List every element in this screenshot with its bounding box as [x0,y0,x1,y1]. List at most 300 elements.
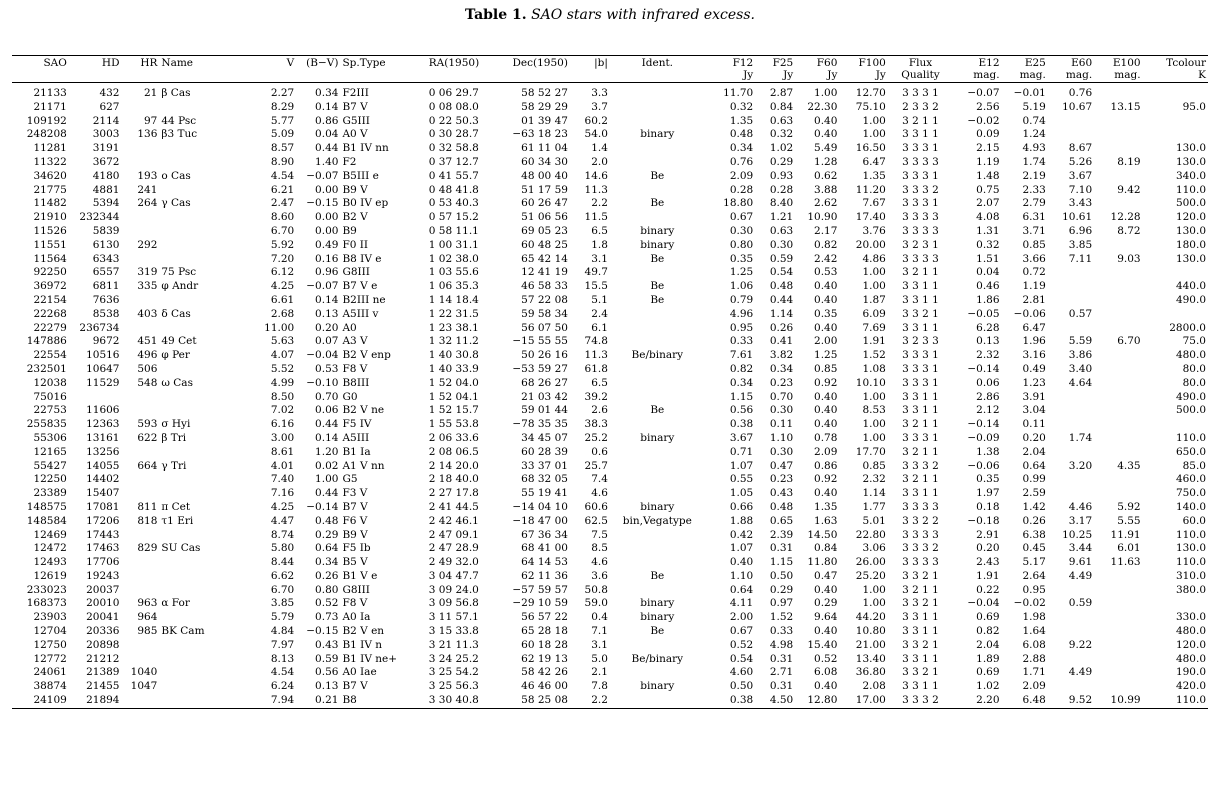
table-cell: 4.60 [729,666,754,679]
table-cell: 0.69 [976,611,1000,624]
table-cell: 3.1 [591,638,608,651]
table-cell: 0.09 [976,128,1000,141]
table-cell: 3 3 1 1 [902,680,939,693]
table-cell: 0.42 [729,528,754,541]
table-body [12,83,1208,709]
table-cell: 10.80 [855,625,886,638]
table-cell: 0.40 [814,114,838,127]
column-unit [427,69,501,83]
table-cell: 3 2 1 1 [902,445,939,458]
table-cell: 25.20 [855,569,886,582]
table-cell: 0.78 [814,431,838,444]
table-cell: 0.43 [769,487,794,500]
table-cell [159,391,243,405]
table-cell: binary [640,431,675,444]
table-cell: 3 3 3 1 [902,376,939,389]
table-cell: 0.41 [769,335,794,348]
table-cell [159,666,243,680]
table-cell [121,653,159,667]
table-cell: 0 58 11.1 [428,224,479,237]
table-cell: 2 06 33.6 [428,431,479,444]
table-cell: 8.29 [270,100,295,113]
table-cell: 2.08 [862,680,886,693]
table-cell: BK Cam [161,625,205,638]
table-cell [121,639,159,653]
table-cell: 3 3 3 1 [902,362,939,375]
table-cell: binary [640,128,675,141]
table-cell: 2.81 [1022,293,1046,306]
table-cell [159,473,243,487]
table-cell: 0.06 [976,376,1000,389]
table-cell [121,584,159,598]
table-cell: 0.95 [1022,583,1046,596]
table-cell: 51 17 59 [521,183,568,196]
table-cell: 403 [137,307,158,320]
table-cell: 380.0 [1175,583,1206,596]
table-cell [1048,280,1094,294]
table-cell: 60 26 47 [521,197,568,210]
table-cell: 1.91 [976,569,1000,582]
table-cell: B1 IV nn [342,142,389,155]
table-cell: 21910 [33,211,67,224]
table-cell: 21894 [69,694,122,708]
table-cell: 1.42 [1022,500,1046,513]
table-cell: 67 36 34 [521,528,568,541]
table-cell: 4.50 [755,694,795,708]
table-cell: 68 32 05 [521,473,568,486]
table-cell: F8 V [342,597,368,610]
table-cell: 58 25 08 [500,694,569,708]
table-cell: 5.49 [814,142,838,155]
table-row [12,570,1208,584]
table-cell: 17.40 [855,211,886,224]
table-cell: 0.40 [814,293,838,306]
table-cell: 0.14 [315,293,339,306]
table-cell [610,335,705,349]
table-cell [1094,142,1142,156]
table-cell: 1.28 [814,155,838,168]
table-cell [1094,83,1142,101]
table-row [12,225,1208,239]
table-cell: G8III [342,266,370,279]
table-cell: G5 [342,473,358,486]
table-cell: 0.31 [769,680,794,693]
table-cell [1048,322,1094,336]
table-cell: F0 II [342,238,369,251]
table-cell: 3.91 [1022,390,1046,403]
table-cell: 3 3 3 1 [902,142,939,155]
table-cell: 0.4 [591,611,608,624]
table-cell: 0.53 [814,266,838,279]
table-cell: 9.52 [1048,694,1094,708]
table-cell: 8.60 [270,211,295,224]
table-cell: 4.49 [1068,569,1093,582]
table-cell [1048,625,1094,639]
table-row [12,170,1208,184]
table-cell: 11529 [86,376,120,389]
table-row [12,197,1208,211]
table-cell: 21389 [86,666,120,679]
table-cell: 2.32 [976,349,1000,362]
table-cell: 829 [137,542,158,555]
table-cell: 3.04 [1022,404,1046,417]
table-cell: 9.64 [814,611,838,624]
table-cell: 548 [137,376,158,389]
table-cell: 8.53 [862,404,886,417]
table-cell: 0.30 [769,238,794,251]
table-cell: −29 10 59 [512,597,568,610]
table-cell: 14055 [86,459,120,472]
table-cell: 130.0 [1175,252,1206,265]
table-cell: 22.80 [855,528,886,541]
caption-title: SAO stars with infrared excess. [531,7,755,23]
table-cell: 21775 [33,183,67,196]
column-header: E100 [1094,56,1142,70]
table-cell: 0.44 [315,142,339,155]
table-cell: 0.14 [315,100,339,113]
table-cell: 0.07 [315,335,339,348]
table-cell: 12165 [33,445,67,458]
table-cell: 3 30 40.8 [427,694,501,708]
table-cell: 4.84 [270,625,295,638]
table-cell [1094,487,1142,501]
table-cell: 25.2 [584,431,608,444]
table-cell: 1.00 [862,597,886,610]
table-cell: 0.63 [769,114,794,127]
table-cell: 2.33 [1022,183,1046,196]
table-cell: 13.40 [855,652,886,665]
table-cell: −18 47 00 [512,514,568,527]
table-cell: 1 14 18.4 [428,293,479,306]
table-cell: B8 IV e [342,252,382,265]
table-cell: 0.29 [315,528,339,541]
table-cell: 3 3 3 3 [902,556,939,569]
table-cell: B7 V [342,100,368,113]
table-cell: B1 IV ne+ [342,652,398,665]
table-cell [610,211,705,225]
table-cell: 8.61 [270,445,295,458]
table-cell: B1 Ia [342,445,371,458]
table-cell: 33 37 01 [521,459,568,472]
table-cell: 110.0 [1143,694,1208,708]
table-cell: 20037 [86,583,120,596]
table-cell: 3.40 [1068,362,1093,375]
table-cell: 0.35 [729,252,754,265]
table-cell: 0.47 [769,459,794,472]
table-cell: 2 49 32.0 [428,556,479,569]
table-cell: A1 V nn [342,459,385,472]
table-cell [121,322,159,336]
table-row [12,280,1208,294]
table-cell: 11.91 [1110,528,1141,541]
table-cell: 1.08 [862,362,886,375]
column-header: Dec(1950) [500,56,569,70]
table-cell [1094,570,1142,584]
table-cell: 12469 [33,528,67,541]
table-cell: 3 2 1 1 [902,418,939,431]
table-cell: 0 53 40.3 [428,197,479,210]
table-cell: 18.80 [723,197,754,210]
table-cell: 4.25 [270,280,295,293]
table-row [12,542,1208,556]
table-cell: 7.11 [1068,252,1093,265]
table-cell: F2III [342,87,369,99]
table-cell: 22279 [33,321,67,334]
table-cell: 56 07 50 [521,321,568,334]
table-cell: 480.0 [1175,652,1206,665]
table-cell: binary [640,224,675,237]
table-cell: 1 22 31.5 [428,307,479,320]
table-cell: Be [650,169,665,182]
table-cell: −0.07 [306,280,339,293]
table-cell: 0.59 [1068,597,1093,610]
table-cell: 6.47 [1022,321,1046,334]
table-cell: 506 [137,362,158,375]
column-unit [340,69,426,83]
table-cell: 17081 [86,500,120,513]
column-header: E60 [1048,56,1094,70]
table-cell: 3 3 1 1 [902,652,939,665]
table-cell: B2 V enp [342,349,391,362]
table-cell [159,225,243,239]
table-cell: 64 14 53 [521,556,568,569]
table-cell: −0.15 [306,197,339,210]
column-unit: Jy [705,69,756,83]
column-unit [121,69,159,83]
table-cell: 0.82 [814,238,838,251]
table-cell: 3 3 1 1 [902,128,939,141]
table-cell: −0.07 [306,169,339,182]
column-header: HR [121,56,159,70]
table-cell: 3.67 [1068,169,1093,182]
table-cell: 0.86 [814,459,838,472]
table-cell [159,653,243,667]
table-cell: 68 41 00 [521,542,568,555]
table-cell: 420.0 [1175,680,1206,693]
table-cell: 3 3 2 2 [902,514,939,527]
table-cell: 664 [137,459,158,472]
table-cell: 3 3 3 1 [902,169,939,182]
table-cell [1048,391,1094,405]
table-cell: 7.1 [591,625,608,638]
table-cell: 5.92 [270,238,295,251]
table-cell [1094,170,1142,184]
table-cell: B1 V e [342,569,378,582]
column-header: F25 [755,56,795,70]
table-cell: 2800.0 [1169,321,1206,334]
table-cell: 627 [99,100,120,113]
table-cell [121,556,159,570]
table-cell [1048,418,1094,432]
table-cell: 10.90 [807,211,838,224]
table-cell [159,404,243,418]
table-cell: 3 3 1 1 [902,293,939,306]
table-cell: 0.59 [315,652,339,665]
table-cell: 12472 [33,542,67,555]
column-unit [12,69,69,83]
table-cell: 2.32 [862,473,886,486]
table-cell [121,211,159,225]
table-cell: 12.80 [795,694,839,708]
table-cell: 3.06 [862,542,886,555]
table-cell: 1.14 [862,487,886,500]
table-cell: 2 08 06.5 [428,445,479,458]
table-cell: 1 06 35.3 [428,280,479,293]
table-cell: 963 [137,597,158,610]
table-cell: F8 V [342,362,368,375]
table-cell: 193 [137,169,158,182]
table-cell [121,156,159,170]
table-cell: 0.76 [729,155,754,168]
table-cell: 9.22 [1068,638,1093,651]
table-cell: 1.10 [729,569,754,582]
table-row [12,211,1208,225]
table-cell: 49 Cet [161,335,197,348]
table-cell: 3 25 54.2 [428,666,479,679]
table-cell [610,460,705,474]
table-cell: φ Per [161,349,190,362]
table-cell: 3 2 3 1 [902,238,939,251]
table-cell: 3 2 1 1 [902,473,939,486]
table-cell: B9 V [342,528,368,541]
table-cell: 0.47 [814,569,838,582]
table-cell: 7.4 [591,473,608,486]
table-cell: B2 V ne [342,404,385,417]
table-cell: 4.46 [1068,500,1093,513]
table-cell: 9.03 [1117,252,1141,265]
table-cell: 6.08 [1022,638,1046,651]
table-cell: 68 26 27 [521,376,568,389]
table-cell: 46 46 00 [521,680,568,693]
table-cell: 11564 [33,252,67,265]
table-cell: 6.5 [591,376,608,389]
table-cell: 2114 [92,114,120,127]
table-cell: 20.00 [855,238,886,251]
table-cell [1094,473,1142,487]
table-cell: 0.52 [814,652,838,665]
table-cell [1094,363,1142,377]
table-cell: 0.64 [315,542,339,555]
table-row [12,142,1208,156]
table-cell: 3 2 1 1 [902,583,939,596]
table-cell: 5.1 [591,293,608,306]
table-cell: 4180 [92,169,120,182]
table-cell: 0.38 [705,694,756,708]
table-cell: −78 35 35 [512,418,568,431]
table-cell: 2.68 [270,307,295,320]
table-cell: 9.42 [1117,183,1141,196]
table-cell: 0.56 [729,404,754,417]
table-cell: 168373 [26,597,67,610]
table-cell: 593 [137,418,158,431]
table-cell: 15.40 [807,638,838,651]
table-cell: 3 3 2 1 [902,597,939,610]
table-cell: binary [640,238,675,251]
table-cell [1048,446,1094,460]
table-cell: 0.55 [729,473,754,486]
table-cell: 55306 [33,431,67,444]
table-cell: 21171 [33,100,67,113]
table-row [12,694,1208,708]
table-cell: 7.40 [270,473,295,486]
table-cell [610,184,705,198]
table-cell: 22554 [33,349,67,362]
table-row [12,529,1208,543]
table-cell: 5.63 [270,335,295,348]
table-cell: 3 2 1 1 [902,114,939,127]
table-cell: 8.44 [270,556,295,569]
table-row [12,611,1208,625]
table-cell: 1.00 [862,431,886,444]
table-cell: A5III v [342,307,379,320]
table-cell: 65 28 18 [521,625,568,638]
table-cell: 2.00 [814,335,838,348]
table-cell [121,446,159,460]
table-cell: 59 01 44 [521,404,568,417]
table-cell: 4.99 [270,376,295,389]
table-cell: −0.10 [306,376,339,389]
table-cell: 11.63 [1110,556,1141,569]
table-cell: 148584 [26,514,67,527]
table-cell: 2.2 [591,197,608,210]
table-cell: SU Cas [161,542,201,555]
table-cell: 75.10 [855,100,886,113]
table-cell: 8.67 [1068,142,1093,155]
table-cell: 0.71 [729,445,754,458]
table-cell: 236734 [79,321,120,334]
table-cell: −0.05 [967,307,1000,320]
table-cell: 432 [99,87,120,99]
table-cell: G8III [342,583,370,596]
table-cell: 1.00 [862,390,886,403]
table-cell: 3.76 [862,224,886,237]
table-cell: 1.96 [1022,335,1046,348]
table-cell [610,377,705,391]
table-cell: 0.31 [769,542,794,555]
table-cell: 4.07 [270,349,295,362]
table-cell: B7 V [342,500,368,513]
table-cell: 6811 [92,280,120,293]
table-cell: 0.35 [976,473,1000,486]
header-row-1 [12,56,1208,70]
table-cell: −0.04 [306,349,339,362]
table-cell: A0 [342,321,357,334]
table-cell: 24061 [33,666,67,679]
table-cell: 36.80 [855,666,886,679]
table-cell: 11.3 [584,183,608,196]
table-row [12,473,1208,487]
table-cell: 0.48 [769,280,794,293]
table-cell: 3 3 1 1 [902,321,939,334]
table-cell: 5.01 [862,514,886,527]
table-cell: 3 3 2 1 [902,666,939,679]
table-cell: 0.31 [769,652,794,665]
column-unit: Jy [839,69,887,83]
table-cell: 241 [137,183,158,196]
table-cell: 75 Psc [161,266,197,279]
table-cell: 11606 [86,404,120,417]
table-cell: 62 11 36 [521,569,568,582]
table-row [12,322,1208,336]
table-cell: 1.31 [976,224,1000,237]
table-cell: 110.0 [1175,556,1206,569]
table-cell: 3.85 [1068,238,1093,251]
table-cell: 3.16 [1022,349,1046,362]
table-cell: 0.18 [976,500,1000,513]
table-cell [1048,487,1094,501]
table-row [12,377,1208,391]
table-cell [1094,115,1142,129]
